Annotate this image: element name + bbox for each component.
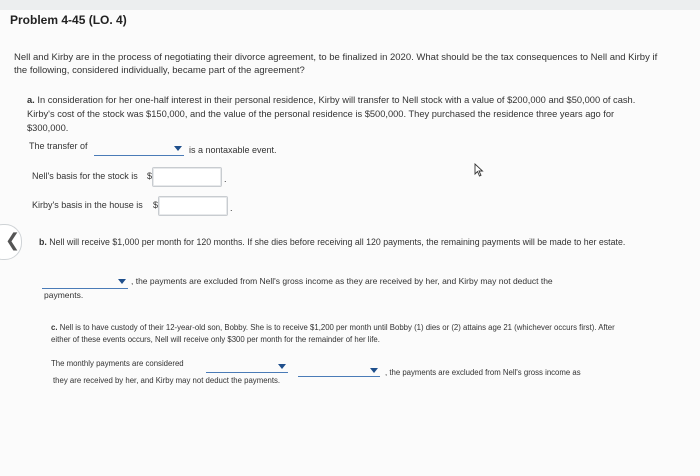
nell-basis-label: Nell's basis for the stock is	[32, 171, 138, 181]
chevron-left-icon: ❮	[5, 230, 21, 251]
part-b-body: Nell will receive $1,000 per month for 120 months. If she dies before receiving all 120 payments, the remaining payments will be made to her estate.	[49, 237, 626, 247]
part-c-continuation: they are received by her, and Kirby may not deduct the payments.	[53, 376, 281, 385]
part-b-continuation: payments.	[44, 290, 84, 300]
part-c-body: Nell is to have custody of their 12-year-old son, Bobby. She is to receive $1,200 per month until Bobby (1) dies or (2) attains age 21 (whichever occurs first). After either of these events occurs, Nell will receive only $300 per month for the remainder of her life.	[51, 323, 615, 344]
chevron-down-icon	[278, 364, 286, 369]
nell-basis-input[interactable]	[152, 167, 222, 187]
problem-intro: Nell and Kirby are in the process of negotiating their divorce agreement, to be finalized in 2020. What should be the tax consequences to Nell and Kirby if the following, considered individually, became part of the agreement?	[14, 52, 658, 76]
chevron-down-icon	[370, 368, 378, 373]
part-a-letter: a.	[27, 95, 35, 105]
kirby-basis-label: Kirby's basis in the house is	[32, 200, 143, 210]
nell-basis-dollar: $	[147, 171, 153, 181]
part-a-text	[27, 93, 637, 135]
problem-title: Problem 4-45 (LO. 4)	[10, 13, 127, 27]
part-c-text	[51, 322, 621, 346]
kirby-basis-dollar: $	[153, 200, 159, 210]
part-b-text	[39, 235, 639, 249]
monthly-prefix-label: The monthly payments are considered	[51, 359, 184, 368]
kirby-basis-input[interactable]	[158, 196, 228, 216]
part-a-body: In consideration for her one-half interest in their personal residence, Kirby will transfer to Nell stock with a value of $200,000 and $50,000 of cash. Kirby's cost of the stock was $150,000, and the value of the personal residence is $500,000. They purchased the residence three years ago for $300,000.	[27, 95, 636, 133]
part-b-suffix: , the payments are excluded from Nell's gross income as they are received by her, and Kirby may not deduct the	[131, 276, 553, 286]
part-b-dropdown[interactable]	[42, 277, 128, 289]
part-c-letter: c.	[51, 323, 58, 332]
part-c-dropdown-1[interactable]	[206, 362, 288, 373]
mouse-pointer-icon	[474, 163, 484, 177]
transfer-prefix-label: The transfer of	[29, 141, 88, 151]
chevron-down-icon	[118, 279, 126, 284]
chevron-down-icon	[174, 146, 182, 151]
back-button[interactable]	[0, 224, 22, 260]
part-b-letter: b.	[39, 237, 47, 247]
part-c-dropdown-2[interactable]	[298, 366, 380, 377]
kirby-basis-period: .	[230, 203, 233, 213]
top-bar	[0, 0, 700, 10]
transfer-suffix-label: is a nontaxable event.	[189, 145, 277, 155]
part-c-suffix: , the payments are excluded from Nell's gross income as	[385, 368, 581, 377]
nell-basis-period: .	[224, 174, 227, 184]
transfer-dropdown[interactable]	[94, 144, 184, 156]
